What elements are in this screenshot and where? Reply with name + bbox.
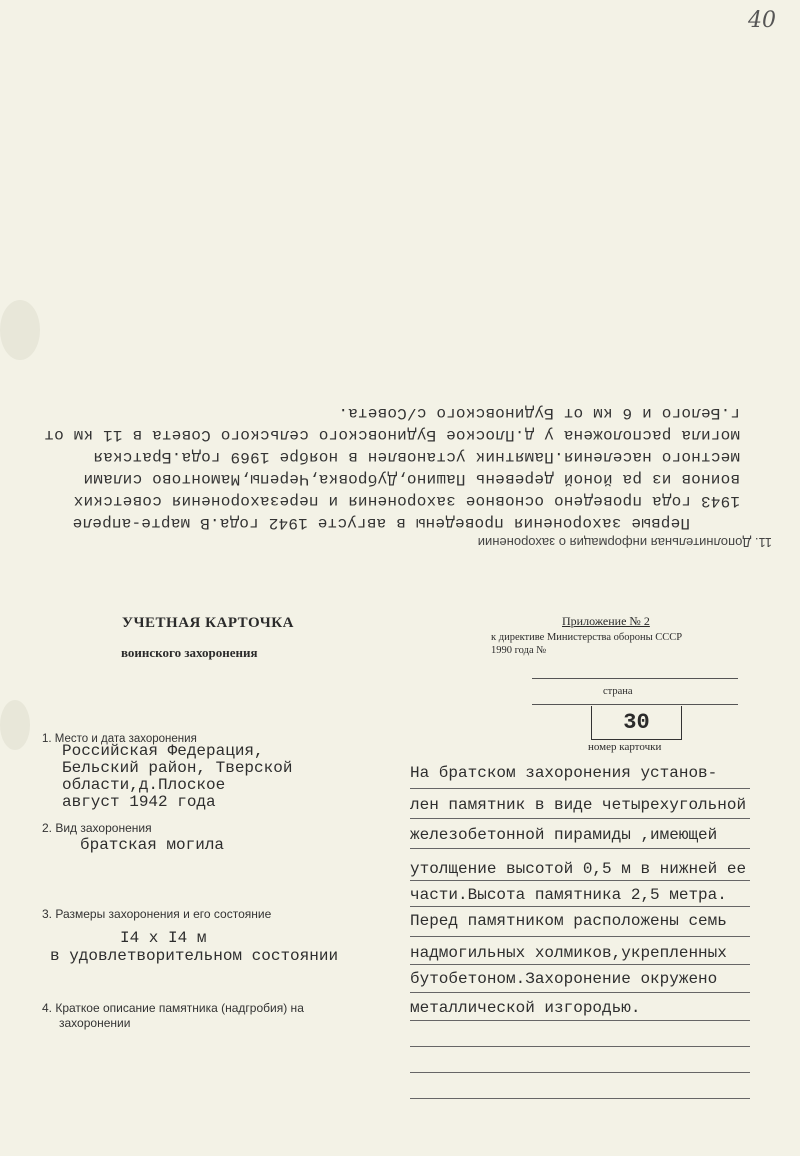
card-subtitle: воинского захоронения <box>121 645 258 660</box>
paper-stain <box>0 700 30 750</box>
monument-description-line: бутобетоном.Захоронение окружено <box>410 970 718 988</box>
monument-description-line: части.Высота памятника 2,5 метра. <box>410 886 727 904</box>
monument-description-line: лен памятник в виде четырехугольной <box>410 796 747 814</box>
appendix-year: 1990 года № <box>491 645 547 656</box>
ruled-line <box>410 1098 750 1099</box>
supplementary-info-line: могила расположена у д.Плоское Будиновского сельского Совета в 11 км от <box>44 426 740 444</box>
monument-description-line: надмогильных холмиков,укрепленных <box>410 944 727 962</box>
country-line <box>532 678 738 679</box>
ruled-line <box>410 964 750 965</box>
monument-description-line: металлической изгородью. <box>410 999 641 1017</box>
place-date-value: Российская Федерация, <box>62 742 264 760</box>
monument-description-label: 4. Краткое описание памятника (надгробия) на <box>42 1001 304 1015</box>
supplementary-info-line: воинов из ра йоной деревень Пашино,Дубровка,Черепы,Мамонтово силами <box>83 470 740 488</box>
card-title: УЧЕТНАЯ КАРТОЧКА <box>122 615 294 631</box>
burial-size-value: I4 x I4 м <box>120 929 207 947</box>
supplementary-info-heading: 11. Дополнительная информация о захоронении <box>477 535 772 550</box>
ruled-line <box>410 1020 750 1021</box>
page-number: 40 <box>748 8 776 33</box>
ruled-line <box>410 1072 750 1073</box>
card-number-top-line <box>532 704 738 705</box>
burial-type-label: 2. Вид захоронения <box>42 821 152 835</box>
place-date-value: август 1942 года <box>62 793 216 811</box>
ruled-line <box>410 992 750 993</box>
supplementary-info-section <box>30 360 780 550</box>
place-date-value: Бельский район, Тверской <box>62 759 293 777</box>
ruled-line <box>410 1046 750 1047</box>
supplementary-info-line: 1943 года проведено основное захоронения и перезахоронения советских <box>73 492 740 510</box>
monument-description-line: На братском захоронения установ- <box>410 764 718 782</box>
card-number-label: номер карточки <box>588 741 662 753</box>
place-date-label: 1. Место и дата захоронения <box>42 733 197 745</box>
ruled-line <box>410 936 750 937</box>
supplementary-info-line: местного населения.Памятник установлен в ноябре 1969 года.Братская <box>93 448 740 466</box>
supplementary-info-line: г.Белого и 6 км от Будиновского с/Совета. <box>338 404 740 422</box>
ruled-line <box>410 906 750 907</box>
monument-description-line: Перед памятником расположены семь <box>410 912 727 930</box>
supplementary-info-line: Первые захоронения проведены в августе 1942 года.В марте-апреле <box>72 514 690 532</box>
size-condition-label: 3. Размеры захоронения и его состояние <box>42 907 272 921</box>
country-label: страна <box>603 686 633 697</box>
ruled-line <box>410 818 750 819</box>
appendix-title: Приложение № 2 <box>562 614 650 628</box>
ruled-line <box>410 788 750 789</box>
appendix-directive: к директиве Министерства обороны СССР <box>491 632 683 643</box>
place-date-value: области,д.Плоское <box>62 776 226 794</box>
card-number-box: 30 <box>591 706 682 740</box>
monument-description-line: железобетонной пирамиды ,имеющей <box>410 826 718 844</box>
monument-description-label-cont: захоронении <box>59 1016 131 1030</box>
monument-description-line: утолщение высотой 0,5 м в нижней ее <box>410 860 747 878</box>
ruled-line <box>410 880 750 881</box>
burial-type-value: братская могила <box>80 836 225 854</box>
ruled-line <box>410 848 750 849</box>
burial-condition-value: в удовлетворительном состоянии <box>50 947 339 965</box>
paper-stain <box>0 300 40 360</box>
